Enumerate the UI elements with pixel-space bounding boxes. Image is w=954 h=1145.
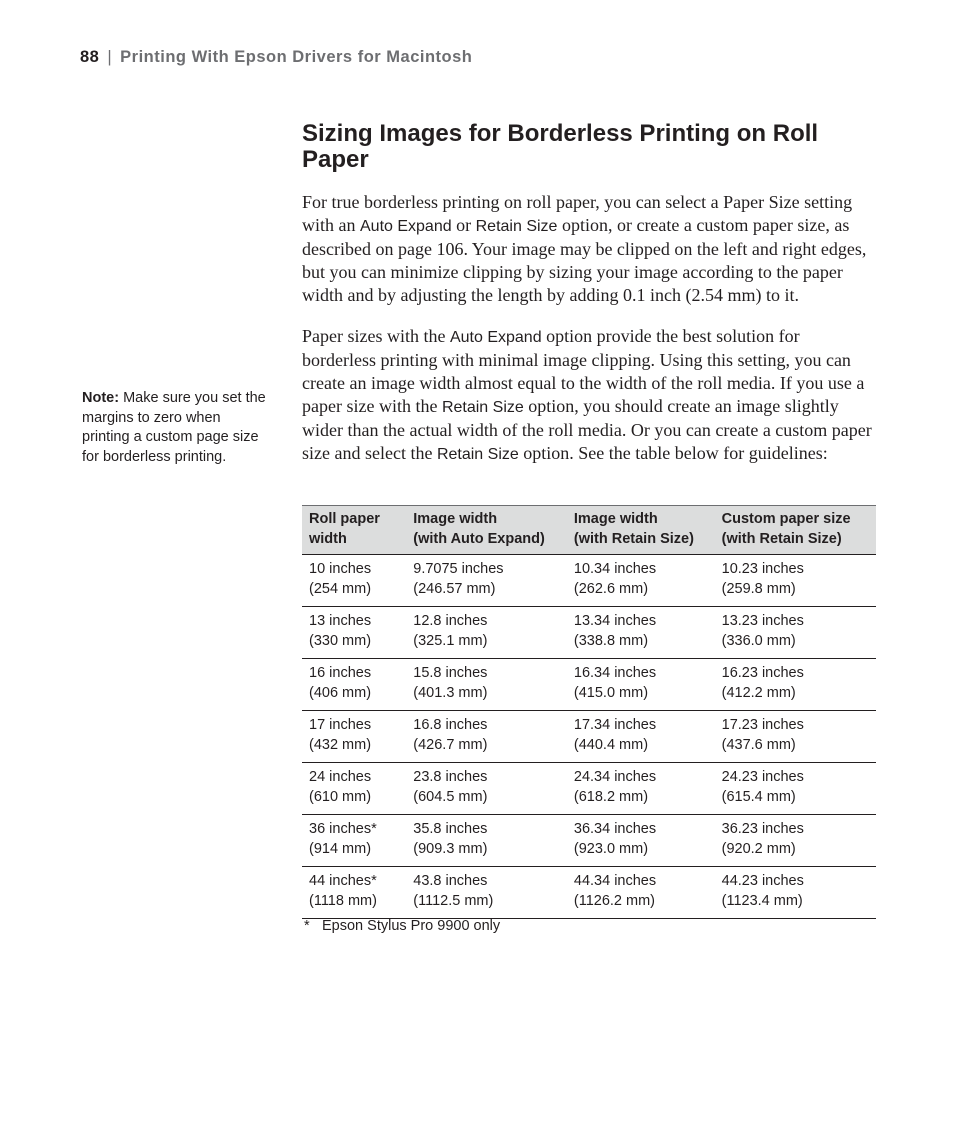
text-run: option. See the table below for guidelines: — [518, 443, 828, 463]
table-cell — [715, 711, 876, 763]
option-auto-expand: Auto Expand — [449, 329, 542, 346]
table-cell — [567, 711, 715, 763]
margin-note — [82, 389, 272, 467]
cell-line: (615.4 mm) — [721, 788, 796, 805]
cell-line: (610 mm) — [309, 788, 372, 805]
table-cell — [302, 763, 406, 815]
table-cell — [406, 607, 567, 659]
cell-line: 13.34 inches — [573, 613, 657, 629]
cell-line: (338.8 mm) — [573, 632, 649, 649]
page-number: 88 — [80, 48, 100, 66]
table-cell — [302, 659, 406, 711]
table-cell — [406, 555, 567, 607]
note-text: Make sure you set the margins to zero when printing a custom page size for borderless printing. — [82, 390, 266, 465]
cell-line: 24.34 inches — [573, 769, 657, 785]
cell-line: 10.34 inches — [573, 561, 657, 577]
cell-line: (1126.2 mm) — [573, 892, 656, 909]
cell-line: 13.23 inches — [721, 613, 804, 629]
table-cell — [567, 555, 715, 607]
table-cell — [406, 763, 567, 815]
table-row — [302, 711, 876, 763]
cell-line: 36.23 inches — [721, 821, 804, 837]
cell-line: (1123.4 mm) — [721, 892, 803, 909]
option-retain-size: Retain Size — [436, 446, 519, 463]
cell-line: 24 inches — [309, 769, 372, 785]
cell-line: 16.23 inches — [721, 665, 804, 681]
header-line: (with Auto Expand) — [413, 531, 545, 547]
text-run: option, you should create an image slightly wider than the actual width of the roll media. Or you can create a custom paper size and select the — [302, 396, 872, 463]
cell-line: (254 mm) — [309, 580, 372, 597]
cell-line: (604.5 mm) — [413, 788, 488, 805]
table-row — [302, 867, 876, 919]
cell-line: (246.57 mm) — [413, 580, 496, 597]
text-run: option, or create a custom paper size, as described on page 106. Your image may be clipped on the left and right edges, but you can minimize clipping by sizing your image according to the paper width and by adjusting the length by adding 0.1 inch (2.54 mm) to it. — [302, 215, 867, 305]
text-run: Paper sizes with the — [302, 326, 450, 346]
cell-line: 17 inches — [309, 717, 372, 733]
cell-line: 10 inches — [309, 561, 372, 577]
table-cell — [302, 867, 406, 919]
cell-line: 44.23 inches — [721, 873, 804, 889]
cell-line: (325.1 mm) — [413, 632, 488, 649]
table-cell — [406, 867, 567, 919]
cell-line: (330 mm) — [309, 632, 372, 649]
cell-line: (909.3 mm) — [413, 840, 488, 857]
table-cell — [302, 815, 406, 867]
cell-line: 16.34 inches — [573, 665, 657, 681]
header-line: Image width — [413, 511, 498, 527]
cell-line: 16 inches — [309, 665, 372, 681]
cell-line: 43.8 inches — [413, 873, 488, 889]
table-row — [302, 555, 876, 607]
cell-line: 36 inches* — [309, 821, 377, 837]
cell-line: 23.8 inches — [413, 769, 488, 785]
cell-line: 35.8 inches — [413, 821, 488, 837]
cell-line: (923.0 mm) — [573, 840, 649, 857]
cell-line: (412.2 mm) — [721, 684, 796, 701]
cell-line: (437.6 mm) — [721, 736, 796, 753]
column-header — [567, 506, 715, 555]
cell-line: 17.23 inches — [721, 717, 804, 733]
cell-line: (1112.5 mm) — [413, 892, 494, 909]
cell-line: 36.34 inches — [573, 821, 657, 837]
table-cell — [715, 763, 876, 815]
option-retain-size: Retain Size — [441, 399, 524, 416]
section-title: Printing With Epson Drivers for Macintosh — [120, 48, 473, 66]
table-cell — [567, 867, 715, 919]
cell-line: 16.8 inches — [413, 717, 488, 733]
heading-line-2: Paper — [302, 146, 369, 173]
cell-line: 17.34 inches — [573, 717, 657, 733]
table-cell — [567, 659, 715, 711]
table-cell — [715, 555, 876, 607]
option-retain-size: Retain Size — [475, 218, 558, 235]
cell-line: 44.34 inches — [573, 873, 657, 889]
table-cell — [302, 607, 406, 659]
cell-line: (262.6 mm) — [573, 580, 649, 597]
text-run: option provide the best solution for borderless printing with minimal image clipping. Using this setting, you can create an image width almost equal to the width of the roll media. If you use a paper size with the — [302, 326, 865, 416]
cell-line: (618.2 mm) — [573, 788, 649, 805]
cell-line: 9.7075 inches — [413, 561, 504, 577]
cell-line: 15.8 inches — [413, 665, 488, 681]
header-line: (with Retain Size) — [573, 531, 694, 547]
table-row — [302, 607, 876, 659]
table-cell — [715, 867, 876, 919]
table-cell — [302, 711, 406, 763]
paper-size-table — [302, 505, 876, 919]
cell-line: 10.23 inches — [721, 561, 804, 577]
cell-line: (415.0 mm) — [573, 684, 649, 701]
note-label: Note: — [82, 390, 120, 406]
cell-line: (401.3 mm) — [413, 684, 488, 701]
header-separator: | — [107, 48, 113, 66]
table-cell — [302, 555, 406, 607]
cell-line: 12.8 inches — [413, 613, 488, 629]
cell-line: 13 inches — [309, 613, 372, 629]
cell-line: (920.2 mm) — [721, 840, 796, 857]
heading-line-1: Sizing Images for Borderless Printing on Roll — [302, 120, 819, 147]
cell-line: (336.0 mm) — [721, 632, 796, 649]
cell-line: (440.4 mm) — [573, 736, 649, 753]
table-row — [302, 763, 876, 815]
column-header — [715, 506, 876, 555]
footnote-text: Epson Stylus Pro 9900 only — [322, 918, 501, 934]
table-footnote — [304, 917, 500, 936]
table-cell — [715, 607, 876, 659]
cell-line: 44 inches* — [309, 873, 377, 889]
option-auto-expand: Auto Expand — [360, 218, 452, 235]
guidance-paragraph — [302, 325, 877, 466]
header-line: width — [309, 531, 347, 547]
page-heading — [302, 121, 862, 173]
cell-line: (426.7 mm) — [413, 736, 488, 753]
cell-line: 24.23 inches — [721, 769, 804, 785]
column-header — [302, 506, 406, 555]
text-run: or — [451, 215, 476, 235]
table-cell — [406, 659, 567, 711]
cell-line: (259.8 mm) — [721, 580, 796, 597]
intro-paragraph — [302, 191, 877, 307]
cell-line: (1118 mm) — [309, 892, 377, 909]
footnote-marker: * — [304, 918, 310, 934]
table-cell — [567, 607, 715, 659]
table-cell — [406, 815, 567, 867]
column-header — [406, 506, 567, 555]
table-row — [302, 659, 876, 711]
header-line: (with Retain Size) — [721, 531, 842, 547]
cell-line: (406 mm) — [309, 684, 372, 701]
text-run: For true borderless printing on roll paper, you can select a Paper Size setting with an — [302, 192, 853, 235]
cell-line: (914 mm) — [309, 840, 372, 857]
running-header — [80, 48, 472, 67]
table-cell — [406, 711, 567, 763]
cell-line: (432 mm) — [309, 736, 372, 753]
header-line: Roll paper — [309, 511, 380, 527]
header-line: Custom paper size — [721, 511, 851, 527]
table-cell — [567, 763, 715, 815]
table-cell — [715, 815, 876, 867]
table-cell — [715, 659, 876, 711]
table-header-row — [302, 506, 876, 555]
table-cell — [567, 815, 715, 867]
table-row — [302, 815, 876, 867]
header-line: Image width — [573, 511, 658, 527]
